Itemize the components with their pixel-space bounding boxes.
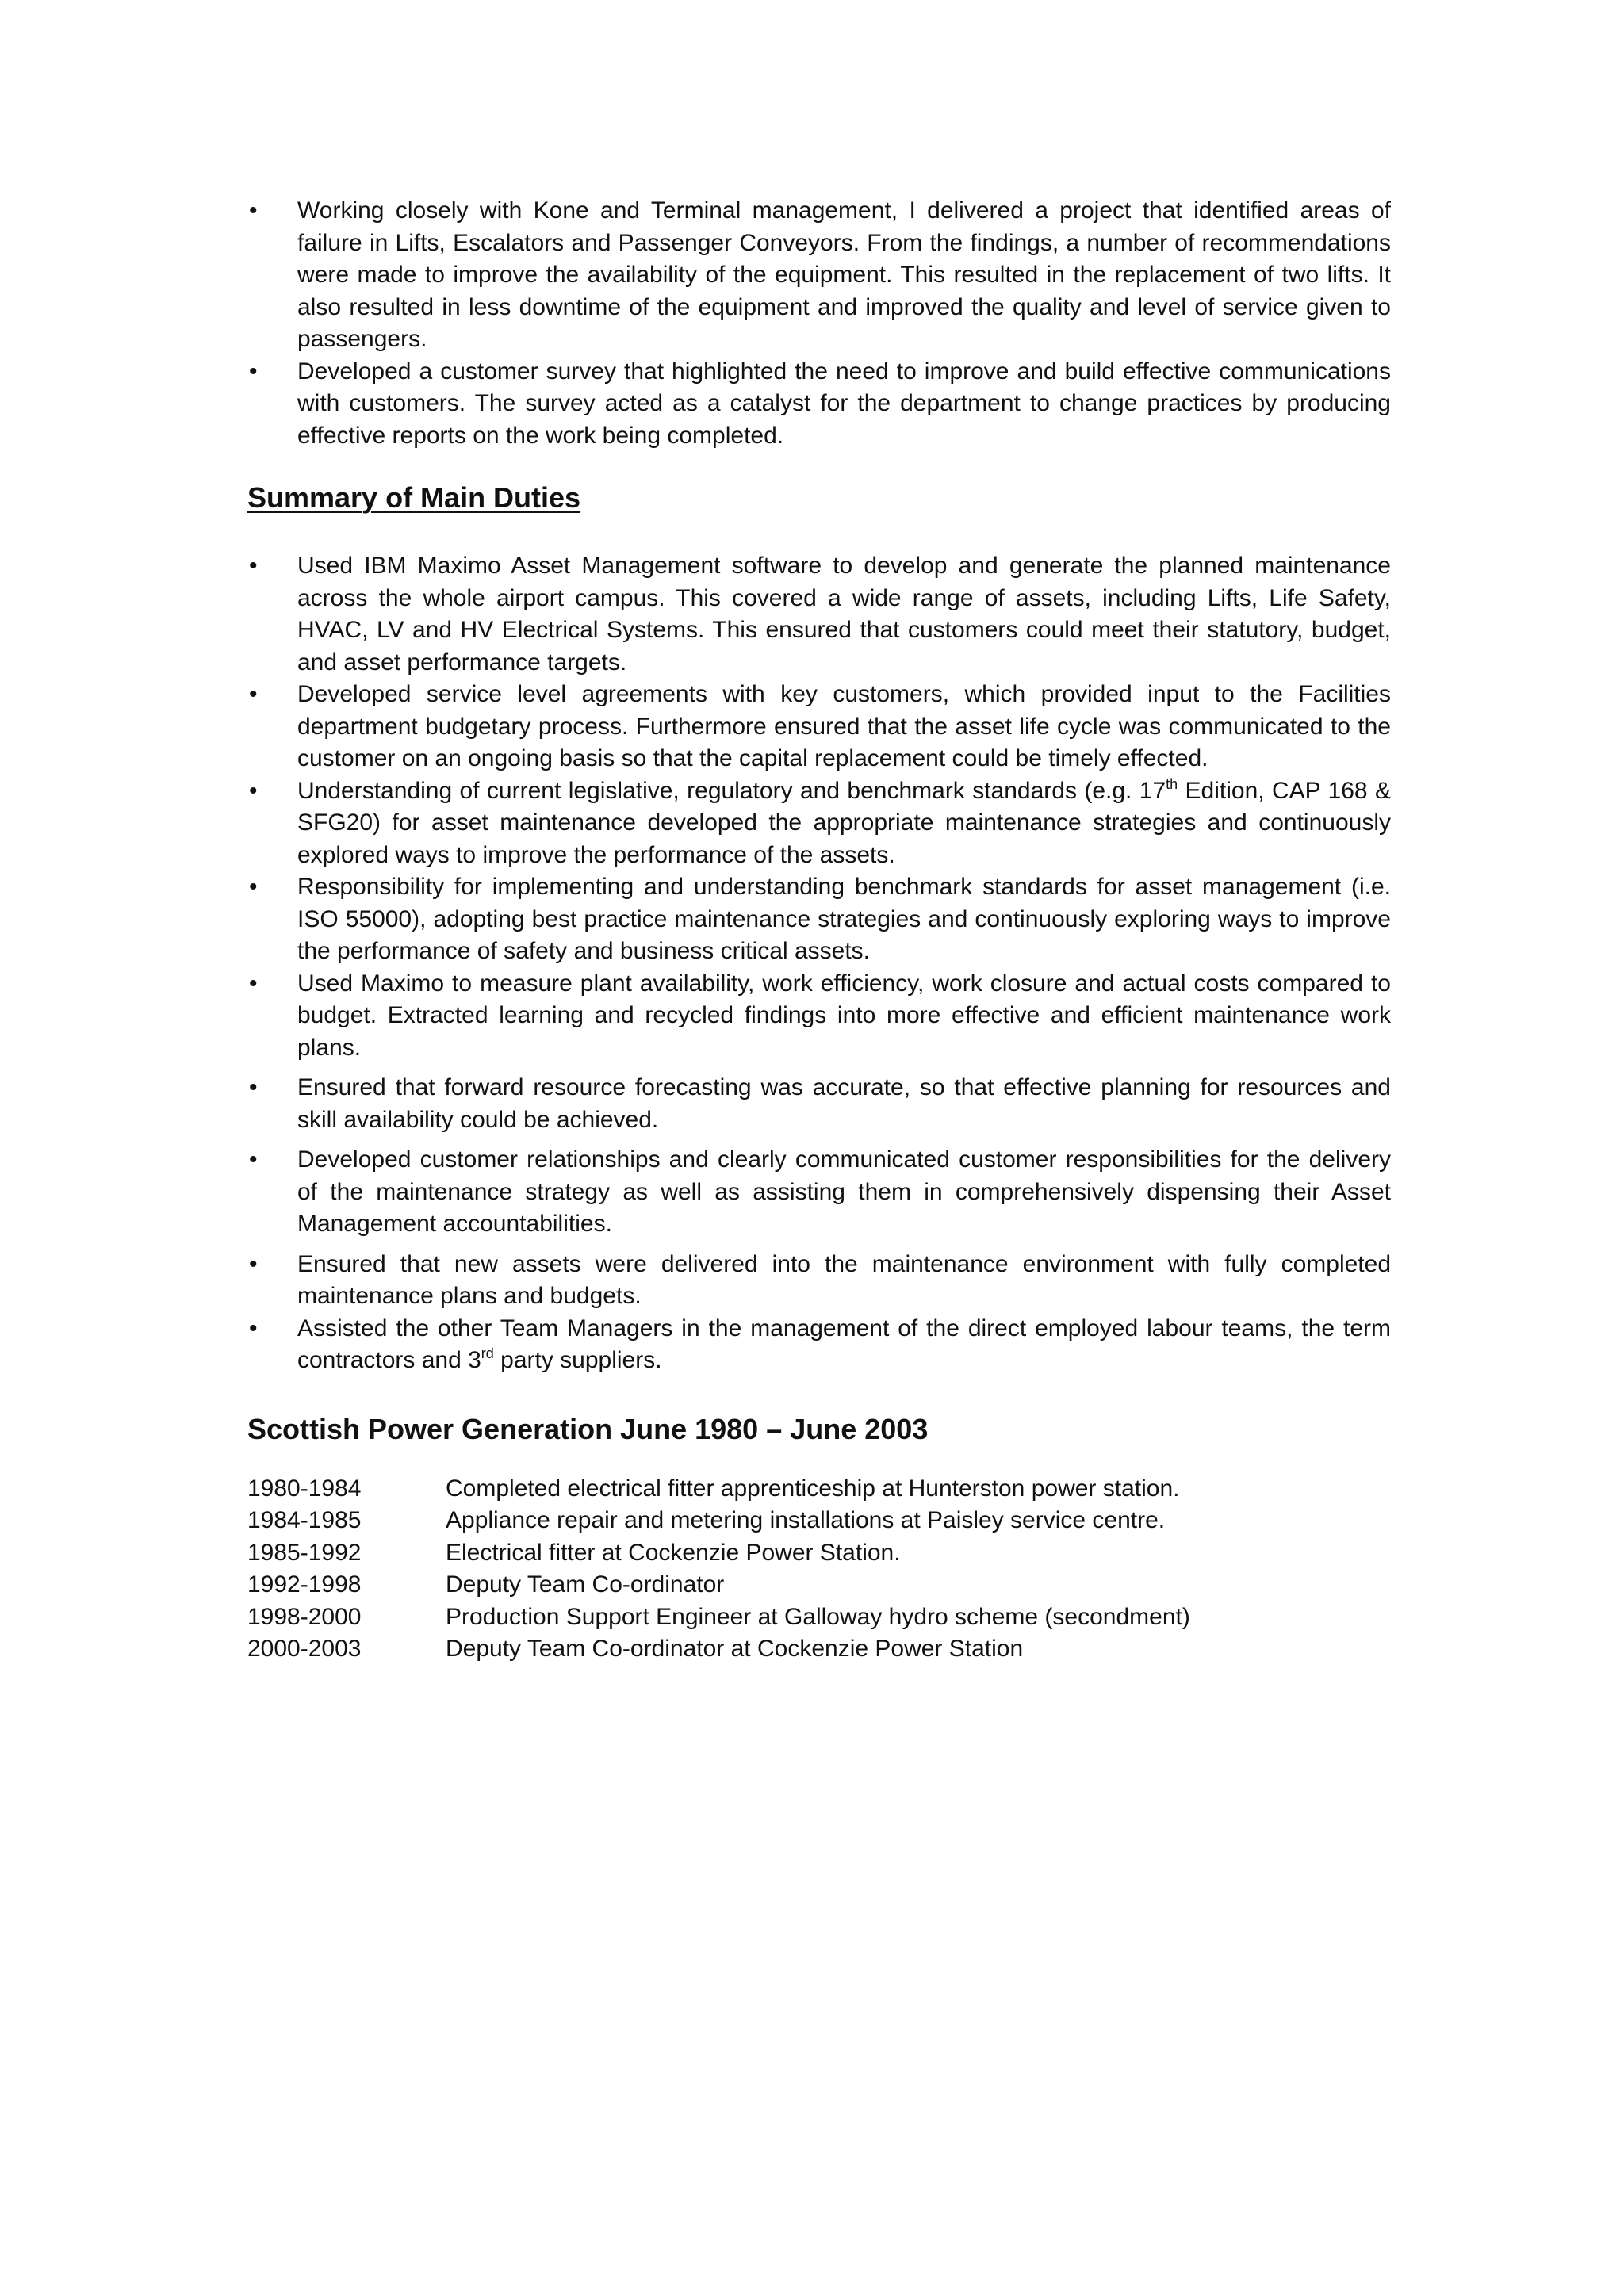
main-duties-heading: Summary of Main Duties [247, 481, 581, 514]
history-years: 2000-2003 [247, 1636, 362, 1662]
ordinal-suffix: rd [481, 1345, 494, 1361]
duty-text: party suppliers. [493, 1347, 662, 1373]
history-row [247, 1569, 1391, 1601]
document-page [247, 195, 1391, 1666]
intro-bullet: • Developed a customer survey that highlighted the need to improve and build effective communications with customers. The survey acted as a catalyst for the department to change practices by producing effective reports on the work being completed. [247, 356, 1391, 453]
history-row [247, 1537, 1391, 1570]
history-description: Electrical fitter at Cockenzie Power Station. [446, 1539, 901, 1566]
intro-bullet-list [247, 195, 1391, 452]
history-description: Completed electrical fitter apprenticeship at Hunterston power station. [446, 1475, 1180, 1502]
duty-bullet: • Developed customer relationships and clearly communicated customer responsibilities for the delivery of the maintenance strategy as well as assisting them in comprehensively dispensing their Asset Management accountabilities. [247, 1144, 1391, 1241]
ordinal-suffix: th [1166, 775, 1178, 792]
history-description: Deputy Team Co-ordinator at Cockenzie Power Station [446, 1636, 1024, 1662]
history-years: 1984-1985 [247, 1507, 362, 1533]
duty-bullet: • Ensured that new assets were delivered into the maintenance environment with fully completed maintenance plans and budgets. [247, 1249, 1391, 1313]
history-row [247, 1473, 1391, 1506]
history-description: Production Support Engineer at Galloway hydro scheme (secondment) [446, 1603, 1190, 1630]
duty-bullet: • Used Maximo to measure plant availability, work efficiency, work closure and actual costs compared to budget. Extracted learning and recycled findings into more effective and efficient maintenance work plans. [247, 968, 1391, 1065]
intro-bullet: • Working closely with Kone and Terminal management, I delivered a project that identified areas of failure in Lifts, Escalators and Passenger Conveyors. From the findings, a number of recommendations were made to improve the availability of the equipment. This resulted in the replacement of two lifts. It also resulted in less downtime of the equipment and improved the quality and level of service given to passengers. [247, 195, 1391, 356]
duty-bullet: • Responsibility for implementing and understanding benchmark standards for asset management (i.e. ISO 55000), adopting best practice maintenance strategies and continuously exploring ways to improve the performance of safety and business critical assets. [247, 871, 1391, 968]
history-years: 1985-1992 [247, 1539, 362, 1566]
duty-bullet [247, 775, 1391, 872]
history-years: 1998-2000 [247, 1603, 362, 1630]
history-description: Deputy Team Co-ordinator [446, 1571, 725, 1598]
duty-text: Understanding of current legislative, regulatory and benchmark standards (e.g. 17 [297, 777, 1166, 804]
history-row [247, 1601, 1391, 1634]
employer-heading: Scottish Power Generation June 1980 – June 2003 [247, 1412, 929, 1445]
duty-bullet: • Developed service level agreements with key customers, which provided input to the Facilities department budgetary process. Furthermore ensured that the asset life cycle was communicated to the customer on an ongoing basis so that the capital replacement could be timely effected. [247, 679, 1391, 775]
duty-text: Edition, CAP 168 & SFG20) for asset maintenance developed the appropriate maintenance strategies and continuously explored ways to improve the performance of the assets. [297, 777, 1391, 868]
duty-bullet [247, 1313, 1391, 1377]
employment-history [247, 1473, 1391, 1666]
duty-bullet: • Used IBM Maximo Asset Management software to develop and generate the planned maintenance across the whole airport campus. This covered a wide range of assets, including Lifts, Life Safety, HVAC, LV and HV Electrical Systems. This ensured that customers could meet their statutory, budget, and asset performance targets. [247, 550, 1391, 679]
main-duties-list [247, 550, 1391, 1377]
history-description: Appliance repair and metering installations at Paisley service centre. [446, 1507, 1166, 1533]
duty-text: Assisted the other Team Managers in the management of the direct employed labour teams, the term contractors and 3 [297, 1314, 1391, 1373]
history-row [247, 1505, 1391, 1537]
history-row [247, 1633, 1391, 1666]
history-years: 1992-1998 [247, 1571, 362, 1598]
history-years: 1980-1984 [247, 1475, 362, 1502]
duty-bullet: • Ensured that forward resource forecasting was accurate, so that effective planning for resources and skill availability could be achieved. [247, 1072, 1391, 1136]
